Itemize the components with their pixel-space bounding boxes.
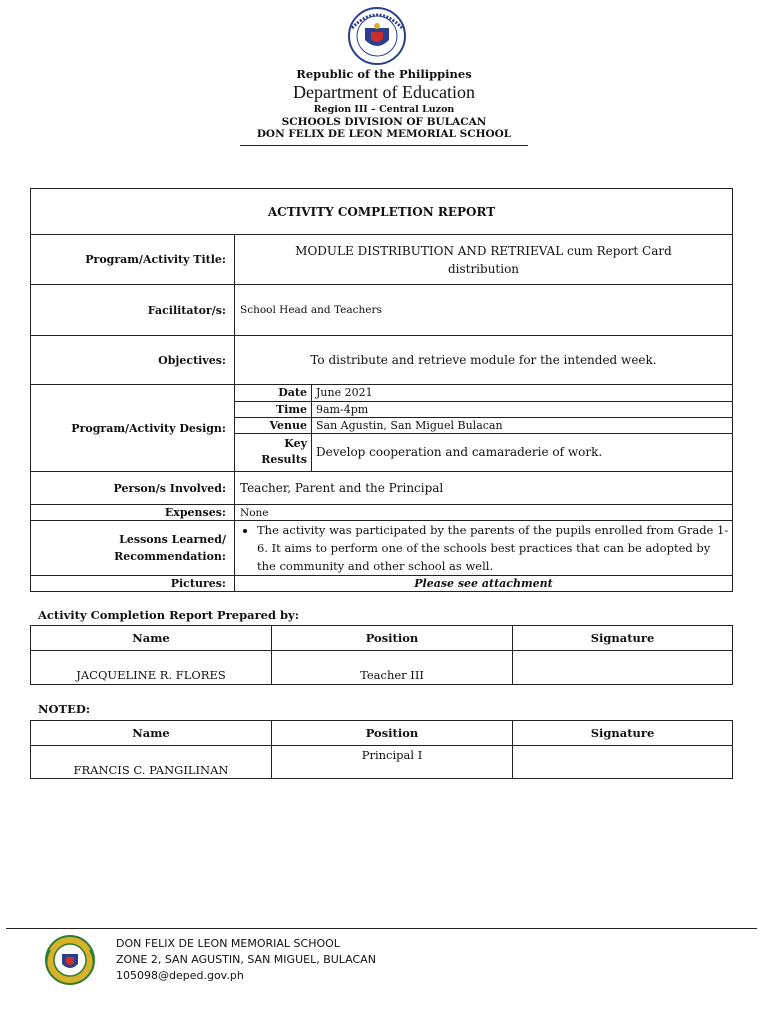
footer-email: 105098@deped.gov.ph xyxy=(116,969,244,982)
noted-position-header: Position xyxy=(272,721,513,746)
report-title: ACTIVITY COMPLETION REPORT xyxy=(31,189,733,235)
facilitator-value: School Head and Teachers xyxy=(235,285,733,336)
prepared-signature xyxy=(513,651,733,685)
facilitator-label: Facilitator/s: xyxy=(31,285,235,336)
division-heading: SCHOOLS DIVISION OF BULACAN xyxy=(281,116,487,128)
objectives-value: To distribute and retrieve module for the intended week. xyxy=(235,336,733,385)
activity-report-table xyxy=(30,188,733,592)
region-heading: Region III – Central Luzon xyxy=(313,104,455,115)
design-subtable xyxy=(235,385,732,471)
school-heading: DON FELIX DE LEON MEMORIAL SCHOOL xyxy=(256,128,512,140)
header-divider xyxy=(240,145,528,146)
prepared-by-table xyxy=(30,625,733,685)
department-heading: Department of Education xyxy=(293,82,475,102)
footer-address: ZONE 2, SAN AGUSTIN, SAN MIGUEL, BULACAN xyxy=(116,953,376,966)
venue-label: Venue xyxy=(235,417,312,433)
noted-signature xyxy=(513,746,733,779)
prepared-name: JACQUELINE R. FLORES xyxy=(31,651,272,685)
lessons-item: • The activity was participated by the parents of the pupils enrolled from Grade 1-6. It aims to perform one of the schools best practices that can be adopted by the community and other school as well. xyxy=(257,521,732,575)
pictures-value: Please see attachment xyxy=(235,576,733,592)
lessons-cell xyxy=(235,521,733,576)
noted-name-header: Name xyxy=(31,721,272,746)
prepared-name-header: Name xyxy=(31,626,272,651)
persons-label: Person/s Involved: xyxy=(31,472,235,505)
school-logo xyxy=(40,934,100,986)
expenses-value: None xyxy=(235,505,733,521)
prepared-position-header: Position xyxy=(272,626,513,651)
lessons-list xyxy=(235,521,732,575)
key-results-label: Key Results xyxy=(235,433,312,471)
lessons-label: Lessons Learned/ Recommendation: xyxy=(31,521,235,576)
footer-school: DON FELIX DE LEON MEMORIAL SCHOOL xyxy=(116,937,340,950)
key-results-value: Develop cooperation and camaraderie of work. xyxy=(312,433,733,471)
time-label: Time xyxy=(235,401,312,417)
program-title-label: Program/Activity Title: xyxy=(31,235,235,285)
design-label: Program/Activity Design: xyxy=(31,385,235,472)
deped-seal-logo xyxy=(338,6,416,66)
design-cell xyxy=(235,385,733,472)
expenses-label: Expenses: xyxy=(31,505,235,521)
noted-name: FRANCIS C. PANGILINAN xyxy=(31,746,272,779)
prepared-position: Teacher III xyxy=(272,651,513,685)
pictures-label: Pictures: xyxy=(31,576,235,592)
date-label: Date xyxy=(235,385,312,401)
program-title-value: MODULE DISTRIBUTION AND RETRIEVAL cum Report Card distribution xyxy=(235,235,733,285)
prepared-signature-header: Signature xyxy=(513,626,733,651)
footer-divider xyxy=(6,928,757,929)
noted-signature-header: Signature xyxy=(513,721,733,746)
prepared-by-label: Activity Completion Report Prepared by: xyxy=(38,608,299,622)
republic-heading: Republic of the Philippines xyxy=(296,67,472,81)
noted-table xyxy=(30,720,733,779)
date-value: June 2021 xyxy=(312,385,733,401)
noted-position: Principal I xyxy=(272,746,513,779)
venue-value: San Agustin, San Miguel Bulacan xyxy=(312,417,733,433)
noted-label: NOTED: xyxy=(38,702,91,716)
persons-value: Teacher, Parent and the Principal xyxy=(235,472,733,505)
time-value: 9am-4pm xyxy=(312,401,733,417)
objectives-label: Objectives: xyxy=(31,336,235,385)
